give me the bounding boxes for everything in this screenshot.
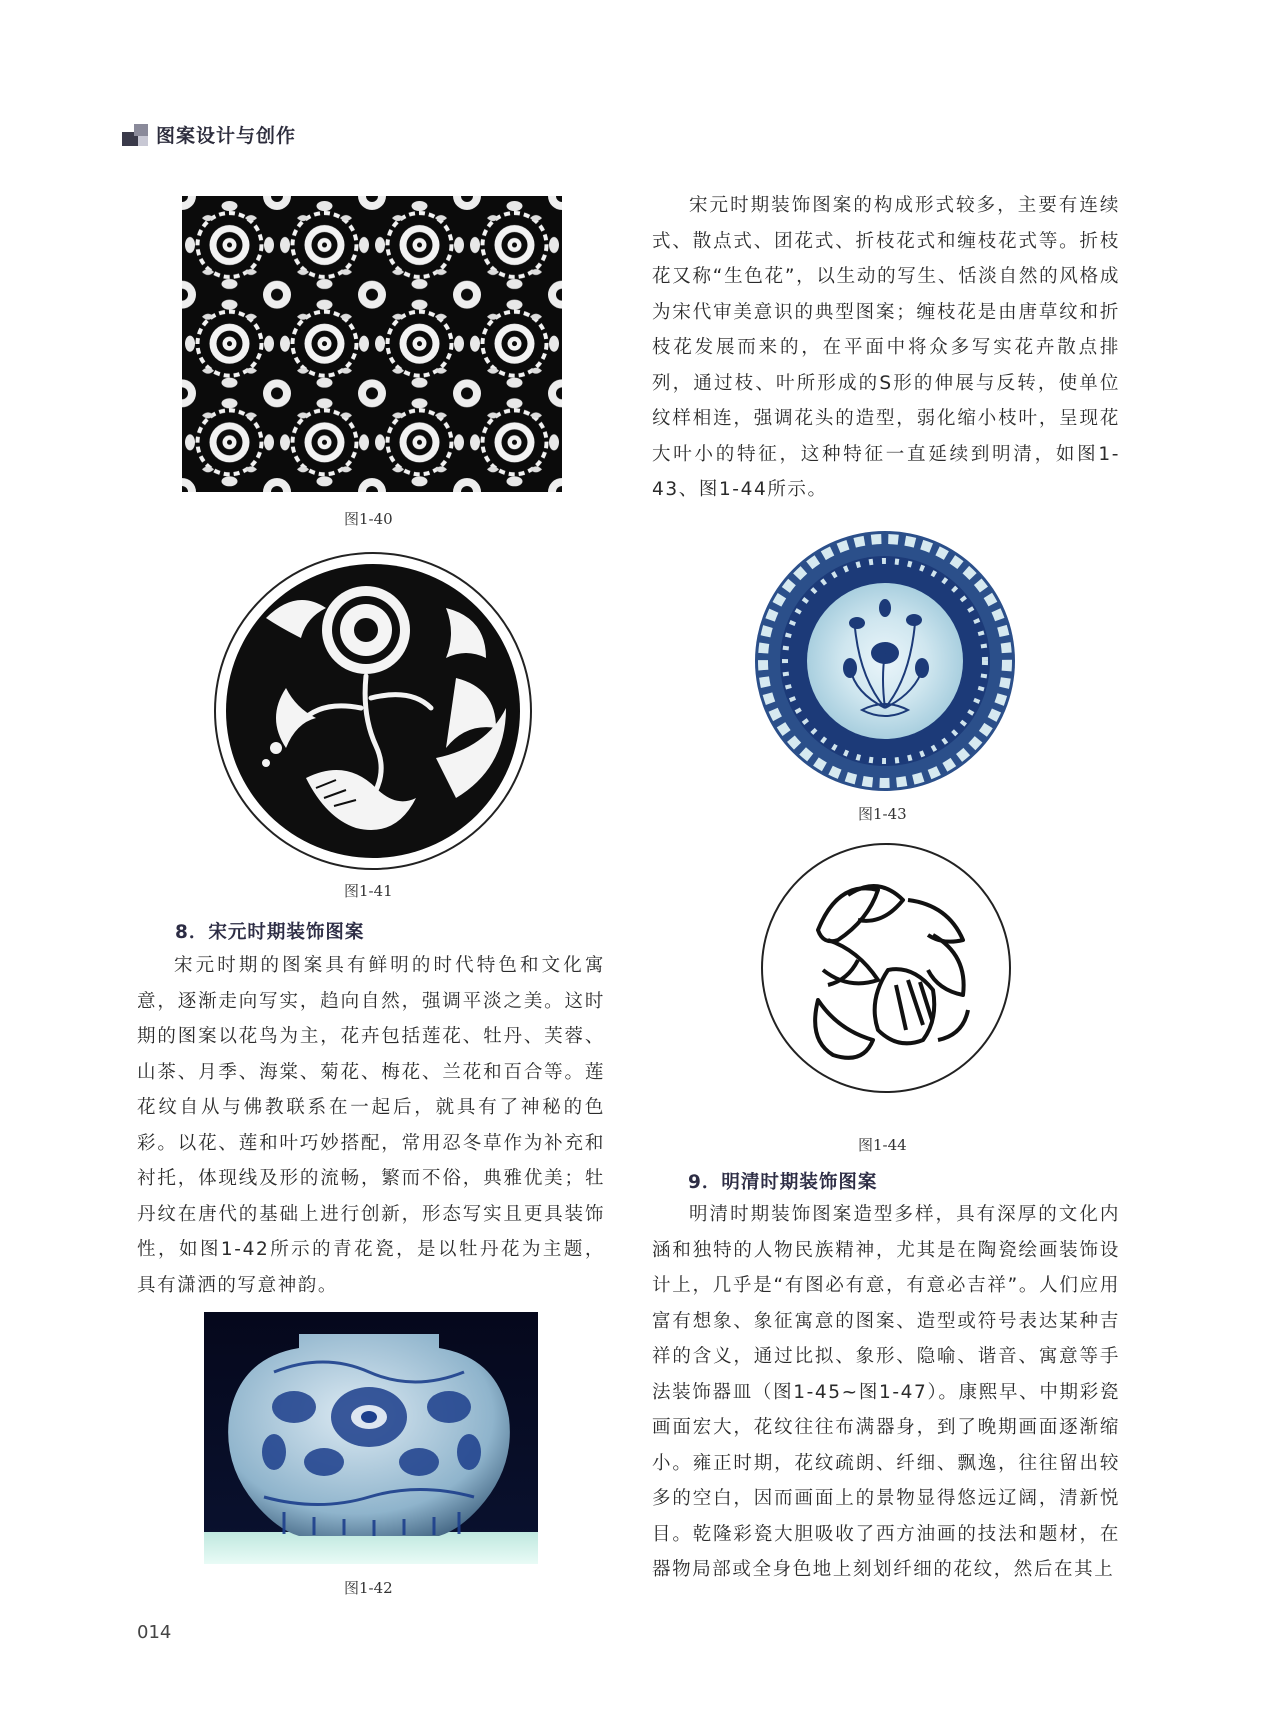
- body-paragraph: 宋元时期的图案具有鲜明的时代特色和文化寓意，逐渐走向写实，趋向自然，强调平淡之美。这时期的图案以花鸟为主，花卉包括莲花、牡丹、芙蓉、山茶、月季、海棠、菊花、梅花、兰花和百合等。莲花纹自从与佛教联系在一起后，就具有了神秘的色彩。以花、莲和叶巧妙搭配，常用忍冬草作为补充和衬托，体现线及形的流畅，繁而不俗，典雅优美；牡丹纹在唐代的基础上进行创新，形态写实且更具装饰性，如图1-42所示的青花瓷，是以牡丹花为主题，具有潇洒的写意神韵。: [137, 955, 605, 1296]
- section-heading: 8．宋元时期装饰图案: [175, 922, 365, 943]
- figure-caption: 图1-41: [344, 882, 393, 900]
- body-paragraph: 明清时期装饰图案造型多样，具有深厚的文化内涵和独特的人物民族精神，尤其是在陶瓷绘画装饰设计上，几乎是“有图必有意，有意必吉祥”。人们应用富有想象、象征寓意的图案、造型或符号表达某种吉祥的含义，通过比拟、象形、隐喻、谐音、寓意等手法装饰器皿（图1-45~图1-47）。康熙早、中期彩瓷画面宏大，花纹往往布满器身，到了晚期画面逐渐缩小。雍正时期，花纹疏朗、纤细、飘逸，往往留出较多的空白，因而画面上的景物显得悠远辽阔，清新悦目。乾隆彩瓷大胆吸收了西方油画的技法和题材，在器物局部或全身色地上刻划纤细的花纹，然后在其上: [652, 1204, 1120, 1580]
- figure-caption: 图1-44: [858, 1136, 907, 1154]
- section-heading: 9．明清时期装饰图案: [688, 1172, 878, 1193]
- book-title: 图案设计与创作: [156, 125, 297, 147]
- book-logo-icon: [122, 122, 152, 150]
- figure-caption: 图1-40: [344, 510, 393, 528]
- figure-1-43-plate: [752, 528, 1018, 794]
- figure-1-42-jar-photo: [204, 1312, 538, 1564]
- figure-caption: 图1-43: [858, 805, 907, 823]
- figure-caption: 图1-42: [344, 1579, 393, 1597]
- body-paragraph: 宋元时期装饰图案的构成形式较多，主要有连续式、散点式、团花式、折枝花式和缠枝花式等。折枝花又称“生色花”，以生动的写生、恬淡自然的风格成为宋代审美意识的典型图案；缠枝花是由唐草纹和折枝花发展而来的，在平面中将众多写实花卉散点排列，通过枝、叶所形成的S形的伸展与反转，使单位纹样相连，强调花头的造型，弱化缩小枝叶，呈现花大叶小的特征，这种特征一直延续到明清，如图1-43、图1-44所示。: [652, 195, 1120, 500]
- figure-1-40-pattern: [182, 196, 562, 492]
- figure-1-41-medallion: [206, 548, 540, 874]
- figure-1-44-line-drawing: [758, 840, 1014, 1096]
- page-number: 014: [137, 1622, 172, 1643]
